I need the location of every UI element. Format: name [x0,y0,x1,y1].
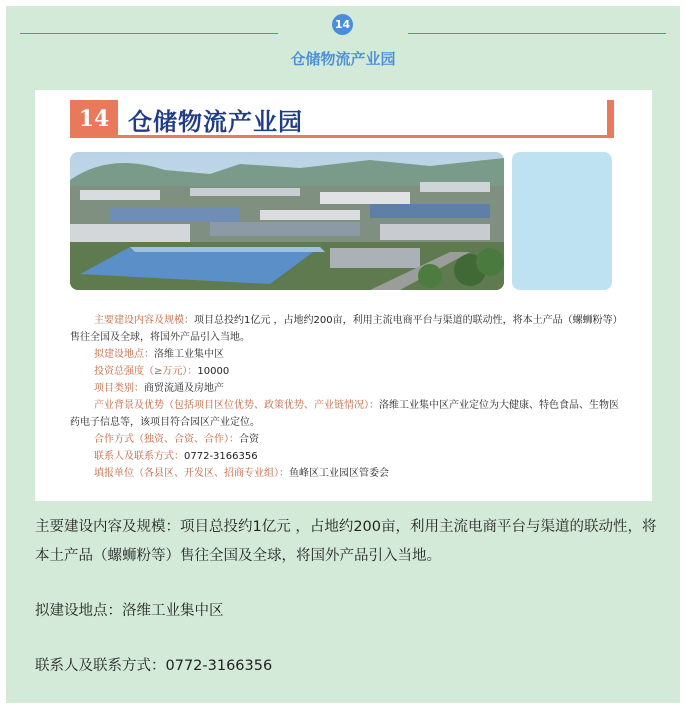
detail-key: 拟建设地点： [94,349,154,360]
detail-row-scale [70,312,625,346]
header-divider-left [20,33,278,34]
section-title: 仓储物流产业园 [290,50,396,68]
detail-key: 联系人及联系方式： [94,451,184,462]
project-details [70,312,625,482]
paragraph-contact: 联系人及联系方式：0772-3166356 [35,658,273,674]
detail-value: 鱼峰区工业园区管委会 [289,468,389,479]
detail-row-background [70,397,625,431]
detail-value: 洛维工业集中区 [154,349,224,360]
header-divider-right [408,33,666,34]
industrial-park-photo [70,152,504,290]
detail-row-investment [70,363,625,380]
detail-value: 合资 [239,434,259,445]
card-header-accent [607,100,614,138]
detail-key: 合作方式（独资、合资、合作）： [94,434,239,445]
card-title: 仓储物流产业园 [128,107,303,136]
detail-row-contact [70,448,625,465]
paragraph-location: 拟建设地点：洛维工业集中区 [35,603,224,619]
detail-value: 项目总投约1亿元 ，占地约200亩，利用主流电商平台与渠道的联动性，将本土产品（螺蛳粉等）售往全国及全球，将国外产品引入当地。 [70,315,623,343]
detail-value: 商贸流通及房地产 [144,383,224,394]
project-card [35,90,652,501]
detail-row-category [70,380,625,397]
detail-key: 主要建设内容及规模： [94,315,194,326]
section-number-badge: 14 [332,14,353,35]
detail-row-filer [70,465,625,482]
detail-key: 产业背景及优势（包括项目区位优势、政策优势、产业链情况）： [94,400,379,411]
detail-key: 项目类别： [94,383,144,394]
detail-value: 洛维工业集中区产业定位为大健康、特色食品、生物医药电子信息等，该项目符合园区产业定位。 [70,400,619,428]
side-panel [512,152,612,290]
paragraph-scale: 主要建设内容及规模：项目总投约1亿元 ，占地约200亩，利用主流电商平台与渠道的联动性，将本土产品（螺蛳粉等）售往全国及全球，将国外产品引入当地。 [35,519,657,564]
detail-row-location [70,346,625,363]
detail-value: 0772-3166356 [184,451,258,462]
card-number: 14 [70,100,118,138]
detail-key: 填报单位（各县区、开发区、招商专业组）： [94,468,289,479]
detail-key: 投资总强度（≥万元）： [94,366,198,377]
card-header [70,100,614,138]
detail-value: 10000 [197,366,230,377]
detail-row-cooperation [70,431,625,448]
